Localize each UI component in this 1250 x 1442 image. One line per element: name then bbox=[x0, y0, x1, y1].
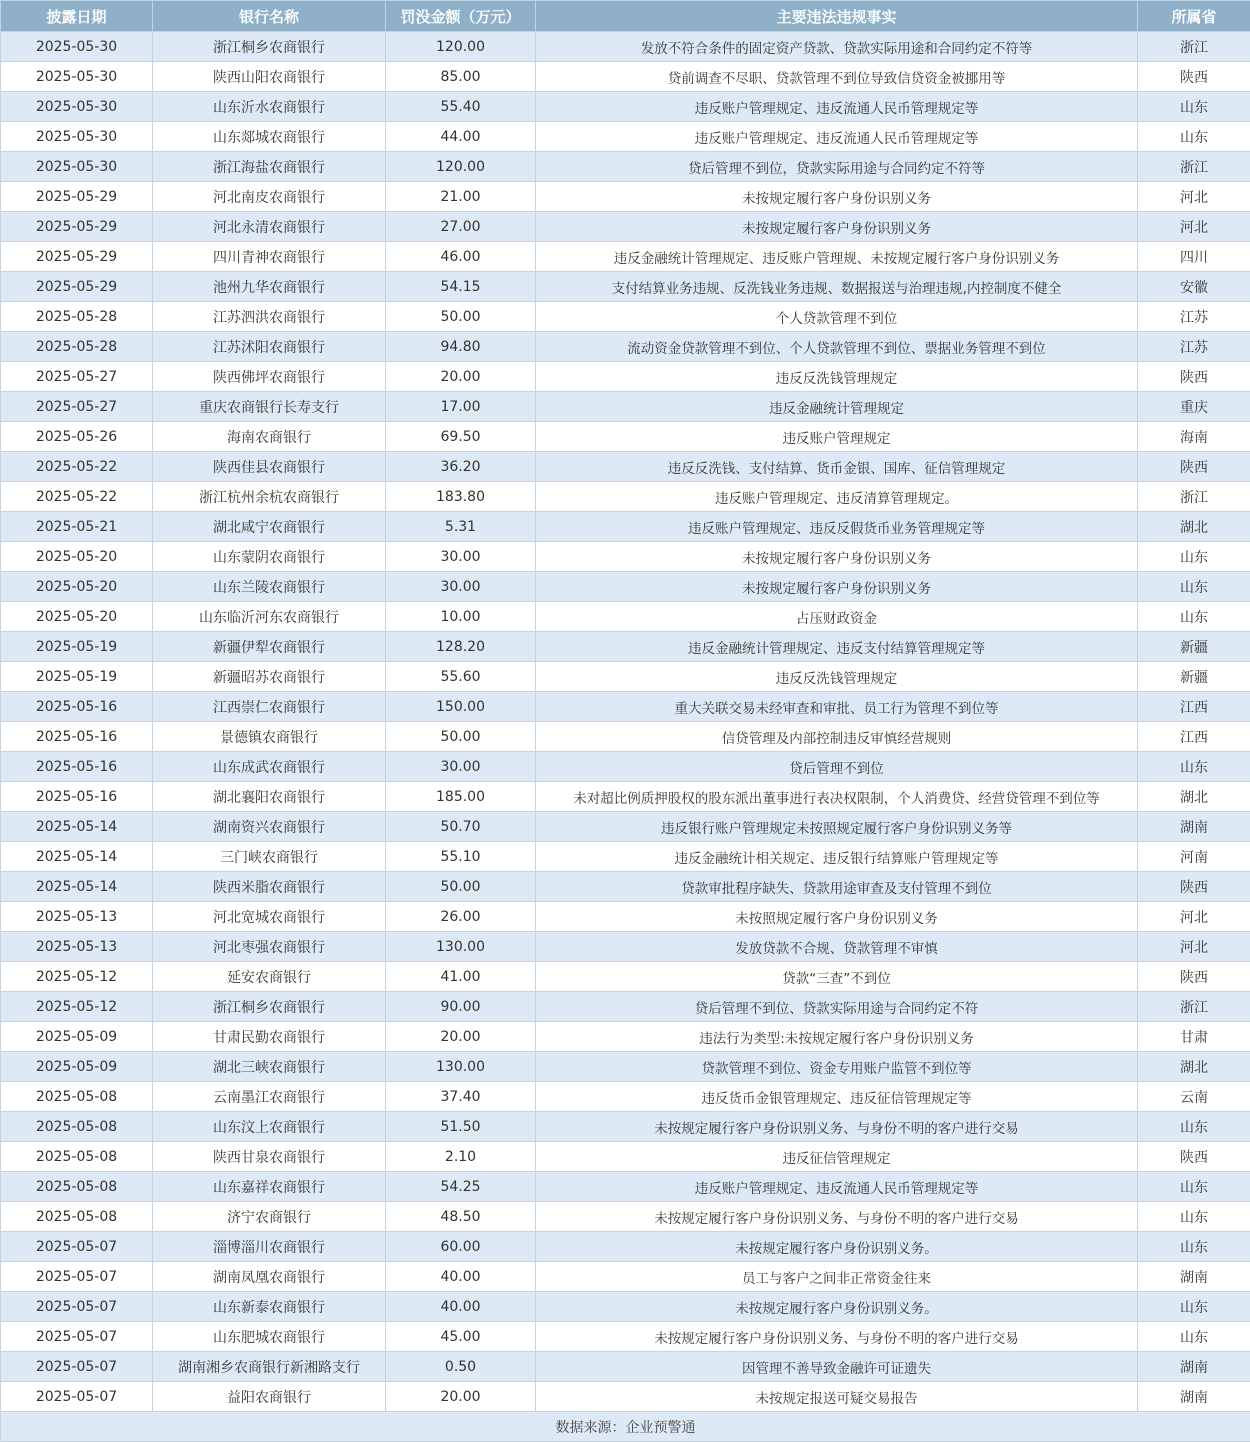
cell-violation-facts: 发放不符合条件的固定资产贷款、贷款实际用途和合同约定不符等 bbox=[536, 32, 1138, 62]
cell-violation-facts: 重大关联交易未经审查和审批、员工行为管理不到位等 bbox=[536, 692, 1138, 722]
cell-bank-name: 山东沂水农商银行 bbox=[153, 92, 386, 122]
cell-penalty-amount: 150.00 bbox=[386, 692, 536, 722]
cell-province: 浙江 bbox=[1138, 992, 1250, 1022]
cell-penalty-amount: 55.40 bbox=[386, 92, 536, 122]
table-row bbox=[1, 932, 1250, 962]
cell-bank-name: 河北宽城农商银行 bbox=[153, 902, 386, 932]
cell-violation-facts: 信贷管理及内部控制违反审慎经营规则 bbox=[536, 722, 1138, 752]
table-row bbox=[1, 1262, 1250, 1292]
cell-province: 湖北 bbox=[1138, 512, 1250, 542]
cell-province: 陕西 bbox=[1138, 962, 1250, 992]
cell-penalty-amount: 46.00 bbox=[386, 242, 536, 272]
cell-violation-facts: 未按照规定履行客户身份识别义务 bbox=[536, 902, 1138, 932]
cell-violation-facts: 贷后管理不到位，贷款实际用途与合同约定不符等 bbox=[536, 152, 1138, 182]
cell-violation-facts: 未对超比例质押股权的股东派出董事进行表决权限制，个人消费贷、经营贷管理不到位等 bbox=[536, 782, 1138, 812]
cell-province: 山东 bbox=[1138, 122, 1250, 152]
cell-bank-name: 湖北咸宁农商银行 bbox=[153, 512, 386, 542]
cell-penalty-amount: 17.00 bbox=[386, 392, 536, 422]
cell-bank-name: 陕西甘泉农商银行 bbox=[153, 1142, 386, 1172]
cell-date: 2025-05-07 bbox=[1, 1322, 153, 1352]
header-row bbox=[1, 1, 1250, 32]
cell-province: 湖北 bbox=[1138, 782, 1250, 812]
cell-violation-facts: 支付结算业务违规、反洗钱业务违规、数据报送与治理违规,内控制度不健全 bbox=[536, 272, 1138, 302]
table-row bbox=[1, 752, 1250, 782]
cell-bank-name: 淄博淄川农商银行 bbox=[153, 1232, 386, 1262]
cell-bank-name: 景德镇农商银行 bbox=[153, 722, 386, 752]
cell-penalty-amount: 120.00 bbox=[386, 32, 536, 62]
cell-violation-facts: 因管理不善导致金融许可证遗失 bbox=[536, 1352, 1138, 1382]
cell-bank-name: 湖北襄阳农商银行 bbox=[153, 782, 386, 812]
cell-date: 2025-05-07 bbox=[1, 1352, 153, 1382]
cell-bank-name: 江苏泗洪农商银行 bbox=[153, 302, 386, 332]
table-row bbox=[1, 1172, 1250, 1202]
cell-bank-name: 河北南皮农商银行 bbox=[153, 182, 386, 212]
cell-penalty-amount: 20.00 bbox=[386, 1382, 536, 1412]
cell-penalty-amount: 120.00 bbox=[386, 152, 536, 182]
cell-province: 江西 bbox=[1138, 692, 1250, 722]
cell-province: 陕西 bbox=[1138, 872, 1250, 902]
cell-bank-name: 山东成武农商银行 bbox=[153, 752, 386, 782]
table-row bbox=[1, 1202, 1250, 1232]
cell-violation-facts: 违反征信管理规定 bbox=[536, 1142, 1138, 1172]
cell-penalty-amount: 50.00 bbox=[386, 872, 536, 902]
cell-province: 山东 bbox=[1138, 1232, 1250, 1262]
table-row bbox=[1, 152, 1250, 182]
cell-date: 2025-05-28 bbox=[1, 332, 153, 362]
cell-date: 2025-05-16 bbox=[1, 752, 153, 782]
cell-bank-name: 山东汶上农商银行 bbox=[153, 1112, 386, 1142]
cell-bank-name: 湖北三峡农商银行 bbox=[153, 1052, 386, 1082]
cell-violation-facts: 未按规定履行客户身份识别义务。 bbox=[536, 1232, 1138, 1262]
cell-violation-facts: 违反货币金银管理规定、违反征信管理规定等 bbox=[536, 1082, 1138, 1112]
cell-province: 安徽 bbox=[1138, 272, 1250, 302]
cell-date: 2025-05-19 bbox=[1, 662, 153, 692]
cell-province: 陕西 bbox=[1138, 62, 1250, 92]
table-row bbox=[1, 542, 1250, 572]
cell-date: 2025-05-12 bbox=[1, 992, 153, 1022]
cell-date: 2025-05-29 bbox=[1, 212, 153, 242]
cell-penalty-amount: 21.00 bbox=[386, 182, 536, 212]
header-violation-facts: 主要违法违规事实 bbox=[536, 1, 1138, 32]
cell-province: 陕西 bbox=[1138, 1142, 1250, 1172]
cell-date: 2025-05-09 bbox=[1, 1052, 153, 1082]
cell-province: 山东 bbox=[1138, 92, 1250, 122]
cell-date: 2025-05-30 bbox=[1, 122, 153, 152]
cell-date: 2025-05-21 bbox=[1, 512, 153, 542]
cell-province: 云南 bbox=[1138, 1082, 1250, 1112]
cell-violation-facts: 未按规定报送可疑交易报告 bbox=[536, 1382, 1138, 1412]
table-row bbox=[1, 572, 1250, 602]
table-row bbox=[1, 212, 1250, 242]
cell-province: 湖北 bbox=[1138, 1052, 1250, 1082]
cell-province: 河北 bbox=[1138, 182, 1250, 212]
cell-penalty-amount: 20.00 bbox=[386, 362, 536, 392]
cell-date: 2025-05-28 bbox=[1, 302, 153, 332]
cell-violation-facts: 违反金融统计管理规定、违反账户管理规、未按规定履行客户身份识别义务 bbox=[536, 242, 1138, 272]
cell-bank-name: 陕西米脂农商银行 bbox=[153, 872, 386, 902]
cell-province: 浙江 bbox=[1138, 152, 1250, 182]
cell-violation-facts: 贷前调查不尽职、贷款管理不到位导致信贷资金被挪用等 bbox=[536, 62, 1138, 92]
cell-date: 2025-05-07 bbox=[1, 1292, 153, 1322]
table-row bbox=[1, 92, 1250, 122]
cell-province: 新疆 bbox=[1138, 662, 1250, 692]
table-row bbox=[1, 1292, 1250, 1322]
cell-bank-name: 池州九华农商银行 bbox=[153, 272, 386, 302]
cell-date: 2025-05-30 bbox=[1, 32, 153, 62]
cell-penalty-amount: 30.00 bbox=[386, 752, 536, 782]
cell-province: 河北 bbox=[1138, 932, 1250, 962]
table-row bbox=[1, 1082, 1250, 1112]
cell-penalty-amount: 26.00 bbox=[386, 902, 536, 932]
cell-penalty-amount: 55.60 bbox=[386, 662, 536, 692]
cell-penalty-amount: 27.00 bbox=[386, 212, 536, 242]
cell-province: 江西 bbox=[1138, 722, 1250, 752]
cell-bank-name: 益阳农商银行 bbox=[153, 1382, 386, 1412]
cell-date: 2025-05-08 bbox=[1, 1082, 153, 1112]
cell-province: 海南 bbox=[1138, 422, 1250, 452]
cell-date: 2025-05-08 bbox=[1, 1172, 153, 1202]
cell-date: 2025-05-16 bbox=[1, 782, 153, 812]
cell-violation-facts: 未按规定履行客户身份识别义务。 bbox=[536, 1292, 1138, 1322]
cell-penalty-amount: 36.20 bbox=[386, 452, 536, 482]
table-row bbox=[1, 1022, 1250, 1052]
table-row bbox=[1, 662, 1250, 692]
cell-penalty-amount: 5.31 bbox=[386, 512, 536, 542]
cell-date: 2025-05-29 bbox=[1, 272, 153, 302]
cell-province: 河北 bbox=[1138, 902, 1250, 932]
cell-penalty-amount: 40.00 bbox=[386, 1262, 536, 1292]
cell-date: 2025-05-30 bbox=[1, 92, 153, 122]
cell-violation-facts: 贷款“三查”不到位 bbox=[536, 962, 1138, 992]
cell-date: 2025-05-14 bbox=[1, 842, 153, 872]
cell-bank-name: 浙江桐乡农商银行 bbox=[153, 32, 386, 62]
header-bank-name: 银行名称 bbox=[153, 1, 386, 32]
cell-penalty-amount: 54.25 bbox=[386, 1172, 536, 1202]
cell-bank-name: 浙江桐乡农商银行 bbox=[153, 992, 386, 1022]
cell-date: 2025-05-14 bbox=[1, 812, 153, 842]
cell-province: 江苏 bbox=[1138, 302, 1250, 332]
cell-date: 2025-05-19 bbox=[1, 632, 153, 662]
cell-bank-name: 新疆伊犁农商银行 bbox=[153, 632, 386, 662]
cell-violation-facts: 违法行为类型:未按规定履行客户身份识别义务 bbox=[536, 1022, 1138, 1052]
cell-penalty-amount: 85.00 bbox=[386, 62, 536, 92]
cell-bank-name: 重庆农商银行长寿支行 bbox=[153, 392, 386, 422]
cell-bank-name: 山东肥城农商银行 bbox=[153, 1322, 386, 1352]
cell-date: 2025-05-07 bbox=[1, 1262, 153, 1292]
cell-date: 2025-05-27 bbox=[1, 362, 153, 392]
table-row bbox=[1, 32, 1250, 62]
cell-province: 四川 bbox=[1138, 242, 1250, 272]
table-row bbox=[1, 452, 1250, 482]
cell-penalty-amount: 41.00 bbox=[386, 962, 536, 992]
table-row bbox=[1, 1232, 1250, 1262]
table-row bbox=[1, 182, 1250, 212]
cell-penalty-amount: 130.00 bbox=[386, 1052, 536, 1082]
cell-penalty-amount: 60.00 bbox=[386, 1232, 536, 1262]
cell-violation-facts: 贷款管理不到位、资金专用账户监管不到位等 bbox=[536, 1052, 1138, 1082]
cell-violation-facts: 违反银行账户管理规定未按照规定履行客户身份识别义务等 bbox=[536, 812, 1138, 842]
cell-province: 山东 bbox=[1138, 1172, 1250, 1202]
cell-bank-name: 新疆昭苏农商银行 bbox=[153, 662, 386, 692]
cell-province: 江苏 bbox=[1138, 332, 1250, 362]
cell-date: 2025-05-30 bbox=[1, 62, 153, 92]
cell-date: 2025-05-16 bbox=[1, 692, 153, 722]
cell-penalty-amount: 50.00 bbox=[386, 302, 536, 332]
cell-violation-facts: 未按规定履行客户身份识别义务 bbox=[536, 572, 1138, 602]
table-row bbox=[1, 1142, 1250, 1172]
cell-violation-facts: 违反账户管理规定、违反清算管理规定。 bbox=[536, 482, 1138, 512]
cell-date: 2025-05-16 bbox=[1, 722, 153, 752]
cell-bank-name: 江苏沭阳农商银行 bbox=[153, 332, 386, 362]
cell-violation-facts: 未按规定履行客户身份识别义务、与身份不明的客户进行交易 bbox=[536, 1202, 1138, 1232]
cell-penalty-amount: 0.50 bbox=[386, 1352, 536, 1382]
cell-violation-facts: 违反金融统计相关规定、违反银行结算账户管理规定等 bbox=[536, 842, 1138, 872]
cell-violation-facts: 流动资金贷款管理不到位、个人贷款管理不到位、票据业务管理不到位 bbox=[536, 332, 1138, 362]
cell-province: 河南 bbox=[1138, 842, 1250, 872]
cell-violation-facts: 发放贷款不合规、贷款管理不审慎 bbox=[536, 932, 1138, 962]
table-row bbox=[1, 242, 1250, 272]
table-row bbox=[1, 482, 1250, 512]
cell-date: 2025-05-29 bbox=[1, 242, 153, 272]
cell-bank-name: 甘肃民勤农商银行 bbox=[153, 1022, 386, 1052]
cell-bank-name: 湖南湘乡农商银行新湘路支行 bbox=[153, 1352, 386, 1382]
cell-penalty-amount: 40.00 bbox=[386, 1292, 536, 1322]
cell-violation-facts: 未按规定履行客户身份识别义务、与身份不明的客户进行交易 bbox=[536, 1322, 1138, 1352]
data-source-note: 数据来源：企业预警通 bbox=[1, 1412, 1250, 1442]
cell-violation-facts: 未按规定履行客户身份识别义务 bbox=[536, 182, 1138, 212]
cell-violation-facts: 违反账户管理规定、违反流通人民币管理规定等 bbox=[536, 122, 1138, 152]
cell-penalty-amount: 128.20 bbox=[386, 632, 536, 662]
cell-violation-facts: 未按规定履行客户身份识别义务 bbox=[536, 212, 1138, 242]
table-row bbox=[1, 332, 1250, 362]
cell-bank-name: 陕西佳县农商银行 bbox=[153, 452, 386, 482]
table-row bbox=[1, 1382, 1250, 1412]
cell-province: 山东 bbox=[1138, 752, 1250, 782]
cell-date: 2025-05-29 bbox=[1, 182, 153, 212]
cell-province: 新疆 bbox=[1138, 632, 1250, 662]
cell-penalty-amount: 2.10 bbox=[386, 1142, 536, 1172]
cell-violation-facts: 违反账户管理规定 bbox=[536, 422, 1138, 452]
cell-date: 2025-05-22 bbox=[1, 482, 153, 512]
cell-province: 山东 bbox=[1138, 1322, 1250, 1352]
cell-penalty-amount: 90.00 bbox=[386, 992, 536, 1022]
cell-penalty-amount: 55.10 bbox=[386, 842, 536, 872]
table-row bbox=[1, 602, 1250, 632]
table-row bbox=[1, 992, 1250, 1022]
cell-bank-name: 山东兰陵农商银行 bbox=[153, 572, 386, 602]
cell-province: 山东 bbox=[1138, 602, 1250, 632]
cell-bank-name: 湖南资兴农商银行 bbox=[153, 812, 386, 842]
table-row bbox=[1, 902, 1250, 932]
table-row bbox=[1, 302, 1250, 332]
cell-penalty-amount: 185.00 bbox=[386, 782, 536, 812]
cell-date: 2025-05-07 bbox=[1, 1382, 153, 1412]
table-row bbox=[1, 692, 1250, 722]
cell-penalty-amount: 45.00 bbox=[386, 1322, 536, 1352]
table-row bbox=[1, 122, 1250, 152]
table-row bbox=[1, 512, 1250, 542]
cell-penalty-amount: 69.50 bbox=[386, 422, 536, 452]
cell-date: 2025-05-07 bbox=[1, 1232, 153, 1262]
table-row bbox=[1, 1052, 1250, 1082]
table-row bbox=[1, 1352, 1250, 1382]
cell-date: 2025-05-20 bbox=[1, 572, 153, 602]
cell-bank-name: 山东新泰农商银行 bbox=[153, 1292, 386, 1322]
cell-date: 2025-05-22 bbox=[1, 452, 153, 482]
cell-province: 湖南 bbox=[1138, 812, 1250, 842]
table-row bbox=[1, 62, 1250, 92]
cell-province: 山东 bbox=[1138, 572, 1250, 602]
cell-province: 浙江 bbox=[1138, 482, 1250, 512]
cell-penalty-amount: 94.80 bbox=[386, 332, 536, 362]
table-row bbox=[1, 1112, 1250, 1142]
cell-bank-name: 云南墨江农商银行 bbox=[153, 1082, 386, 1112]
cell-violation-facts: 员工与客户之间非正常资金往来 bbox=[536, 1262, 1138, 1292]
cell-bank-name: 四川青神农商银行 bbox=[153, 242, 386, 272]
cell-violation-facts: 贷后管理不到位 bbox=[536, 752, 1138, 782]
table-row bbox=[1, 872, 1250, 902]
table-row bbox=[1, 1322, 1250, 1352]
cell-penalty-amount: 130.00 bbox=[386, 932, 536, 962]
cell-violation-facts: 占压财政资金 bbox=[536, 602, 1138, 632]
cell-province: 重庆 bbox=[1138, 392, 1250, 422]
footer-row bbox=[1, 1412, 1250, 1442]
cell-violation-facts: 贷款审批程序缺失、贷款用途审查及支付管理不到位 bbox=[536, 872, 1138, 902]
cell-bank-name: 三门峡农商银行 bbox=[153, 842, 386, 872]
cell-penalty-amount: 48.50 bbox=[386, 1202, 536, 1232]
cell-date: 2025-05-13 bbox=[1, 902, 153, 932]
cell-bank-name: 陕西山阳农商银行 bbox=[153, 62, 386, 92]
cell-violation-facts: 个人贷款管理不到位 bbox=[536, 302, 1138, 332]
cell-province: 浙江 bbox=[1138, 32, 1250, 62]
cell-bank-name: 济宁农商银行 bbox=[153, 1202, 386, 1232]
table-row bbox=[1, 962, 1250, 992]
cell-bank-name: 山东蒙阴农商银行 bbox=[153, 542, 386, 572]
cell-bank-name: 浙江杭州余杭农商银行 bbox=[153, 482, 386, 512]
cell-penalty-amount: 37.40 bbox=[386, 1082, 536, 1112]
cell-violation-facts: 未按规定履行客户身份识别义务、与身份不明的客户进行交易 bbox=[536, 1112, 1138, 1142]
cell-bank-name: 湖南凤凰农商银行 bbox=[153, 1262, 386, 1292]
cell-penalty-amount: 10.00 bbox=[386, 602, 536, 632]
cell-violation-facts: 贷后管理不到位、贷款实际用途与合同约定不符 bbox=[536, 992, 1138, 1022]
table-row bbox=[1, 632, 1250, 662]
table-row bbox=[1, 842, 1250, 872]
cell-penalty-amount: 20.00 bbox=[386, 1022, 536, 1052]
cell-date: 2025-05-14 bbox=[1, 872, 153, 902]
cell-province: 山东 bbox=[1138, 1202, 1250, 1232]
cell-bank-name: 河北永清农商银行 bbox=[153, 212, 386, 242]
cell-province: 湖南 bbox=[1138, 1262, 1250, 1292]
cell-province: 甘肃 bbox=[1138, 1022, 1250, 1052]
cell-violation-facts: 未按规定履行客户身份识别义务 bbox=[536, 542, 1138, 572]
header-penalty-amount: 罚没金额（万元） bbox=[386, 1, 536, 32]
table-row bbox=[1, 722, 1250, 752]
cell-date: 2025-05-20 bbox=[1, 542, 153, 572]
table-body bbox=[1, 32, 1250, 1412]
header-date: 披露日期 bbox=[1, 1, 153, 32]
cell-bank-name: 浙江海盐农商银行 bbox=[153, 152, 386, 182]
cell-province: 陕西 bbox=[1138, 362, 1250, 392]
table-row bbox=[1, 812, 1250, 842]
cell-penalty-amount: 50.00 bbox=[386, 722, 536, 752]
table-row bbox=[1, 782, 1250, 812]
cell-violation-facts: 违反账户管理规定、违反反假货币业务管理规定等 bbox=[536, 512, 1138, 542]
cell-date: 2025-05-09 bbox=[1, 1022, 153, 1052]
cell-bank-name: 延安农商银行 bbox=[153, 962, 386, 992]
cell-date: 2025-05-08 bbox=[1, 1202, 153, 1232]
cell-penalty-amount: 30.00 bbox=[386, 572, 536, 602]
cell-violation-facts: 违反金融统计管理规定、违反支付结算管理规定等 bbox=[536, 632, 1138, 662]
cell-bank-name: 山东临沂河东农商银行 bbox=[153, 602, 386, 632]
cell-province: 山东 bbox=[1138, 1292, 1250, 1322]
cell-bank-name: 海南农商银行 bbox=[153, 422, 386, 452]
cell-province: 山东 bbox=[1138, 1112, 1250, 1142]
cell-violation-facts: 违反账户管理规定、违反流通人民币管理规定等 bbox=[536, 92, 1138, 122]
header-province: 所属省 bbox=[1138, 1, 1250, 32]
cell-province: 陕西 bbox=[1138, 452, 1250, 482]
cell-violation-facts: 违反反洗钱管理规定 bbox=[536, 662, 1138, 692]
cell-violation-facts: 违反金融统计管理规定 bbox=[536, 392, 1138, 422]
cell-bank-name: 陕西佛坪农商银行 bbox=[153, 362, 386, 392]
cell-penalty-amount: 54.15 bbox=[386, 272, 536, 302]
table-row bbox=[1, 422, 1250, 452]
table-row bbox=[1, 362, 1250, 392]
cell-penalty-amount: 183.80 bbox=[386, 482, 536, 512]
cell-province: 湖南 bbox=[1138, 1382, 1250, 1412]
cell-violation-facts: 违反反洗钱管理规定 bbox=[536, 362, 1138, 392]
cell-date: 2025-05-08 bbox=[1, 1142, 153, 1172]
cell-date: 2025-05-12 bbox=[1, 962, 153, 992]
cell-penalty-amount: 44.00 bbox=[386, 122, 536, 152]
cell-date: 2025-05-27 bbox=[1, 392, 153, 422]
cell-bank-name: 山东嘉祥农商银行 bbox=[153, 1172, 386, 1202]
cell-bank-name: 江西崇仁农商银行 bbox=[153, 692, 386, 722]
cell-bank-name: 山东郯城农商银行 bbox=[153, 122, 386, 152]
cell-date: 2025-05-30 bbox=[1, 152, 153, 182]
cell-penalty-amount: 30.00 bbox=[386, 542, 536, 572]
cell-violation-facts: 违反反洗钱、支付结算、货币金银、国库、征信管理规定 bbox=[536, 452, 1138, 482]
cell-date: 2025-05-20 bbox=[1, 602, 153, 632]
table-row bbox=[1, 392, 1250, 422]
cell-province: 山东 bbox=[1138, 542, 1250, 572]
cell-date: 2025-05-26 bbox=[1, 422, 153, 452]
cell-date: 2025-05-08 bbox=[1, 1112, 153, 1142]
cell-penalty-amount: 50.70 bbox=[386, 812, 536, 842]
cell-province: 湖南 bbox=[1138, 1352, 1250, 1382]
cell-date: 2025-05-13 bbox=[1, 932, 153, 962]
cell-province: 河北 bbox=[1138, 212, 1250, 242]
cell-violation-facts: 违反账户管理规定、违反流通人民币管理规定等 bbox=[536, 1172, 1138, 1202]
table-row bbox=[1, 272, 1250, 302]
cell-bank-name: 河北枣强农商银行 bbox=[153, 932, 386, 962]
cell-penalty-amount: 51.50 bbox=[386, 1112, 536, 1142]
